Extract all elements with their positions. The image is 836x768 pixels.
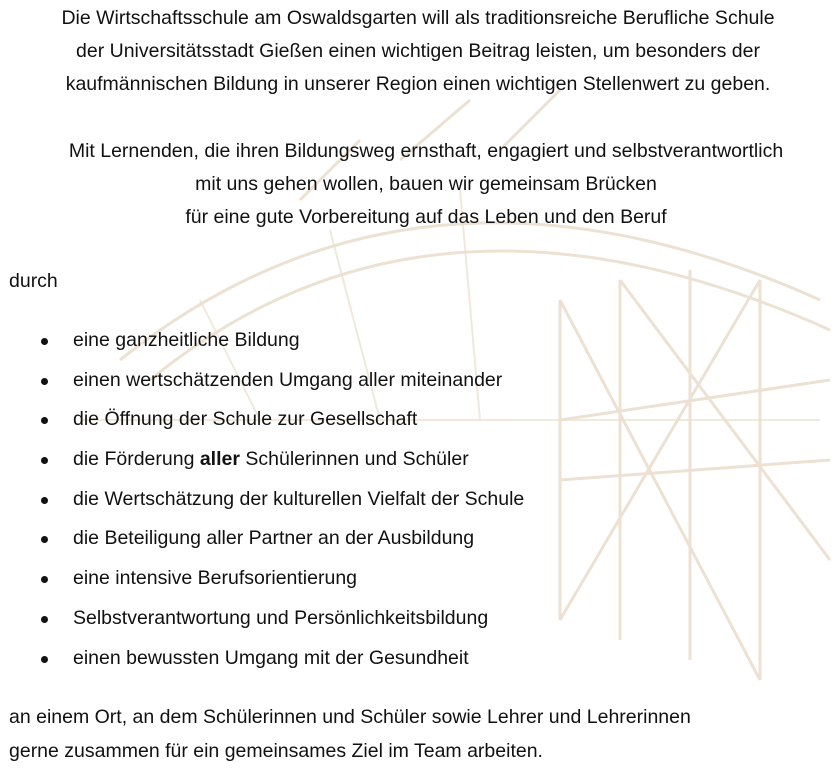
list-item: eine ganzheitliche Bildung [0, 326, 836, 366]
bullet-icon [41, 338, 48, 345]
intro-line: kaufmännischen Bildung in unserer Region einen wichtigen Stellenwert zu geben. [65, 73, 771, 95]
bullet-icon [41, 536, 48, 543]
list-item: eine intensive Berufsorientierung [0, 564, 836, 604]
intro-line: Die Wirtschaftsschule am Oswaldsgarten will als traditionsreiche Berufliche Schule [61, 7, 775, 29]
bullet-icon [41, 417, 48, 424]
list-item: einen wertschätzenden Umgang aller miteinander [0, 366, 836, 406]
outro-line: gerne zusammen für ein gemeinsames Ziel im Team arbeiten. [9, 740, 543, 762]
list-item: die Öffnung der Schule zur Gesellschaft [0, 405, 836, 445]
list-item: Selbstverantwortung und Persönlichkeitsbildung [0, 604, 836, 644]
list-item: die Förderung aller Schülerinnen und Schüler [0, 445, 836, 485]
mission-line: für eine gute Vorbereitung auf das Leben und den Beruf [185, 206, 667, 228]
bullet-icon [41, 497, 48, 504]
intro-paragraph [0, 2, 836, 101]
outro-line: an einem Ort, an dem Schülerinnen und Schüler sowie Lehrer und Lehrerinnen [9, 706, 691, 728]
list-item: einen bewussten Umgang mit der Gesundheit [0, 644, 836, 684]
intro-line: der Universitätsstadt Gießen einen wichtigen Beitrag leisten, um besonders der [76, 40, 760, 62]
mission-line: Mit Lernenden, die ihren Bildungsweg ernsthaft, engagiert und selbstverantwortlich [68, 140, 784, 162]
bullet-icon [41, 378, 48, 385]
durch-label: durch [9, 270, 58, 292]
bullet-icon [41, 576, 48, 583]
bullet-icon [41, 616, 48, 623]
list-item: die Wertschätzung der kulturellen Vielfalt der Schule [0, 485, 836, 525]
mission-line: mit uns gehen wollen, bauen wir gemeinsam Brücken [195, 173, 657, 195]
mission-paragraph [8, 135, 836, 234]
points-list [0, 326, 836, 683]
outro-paragraph [9, 700, 691, 768]
emphasis: aller [199, 448, 240, 471]
bullet-icon [41, 656, 48, 663]
list-item: die Beteiligung aller Partner an der Ausbildung [0, 524, 836, 564]
bullet-icon [41, 457, 48, 464]
